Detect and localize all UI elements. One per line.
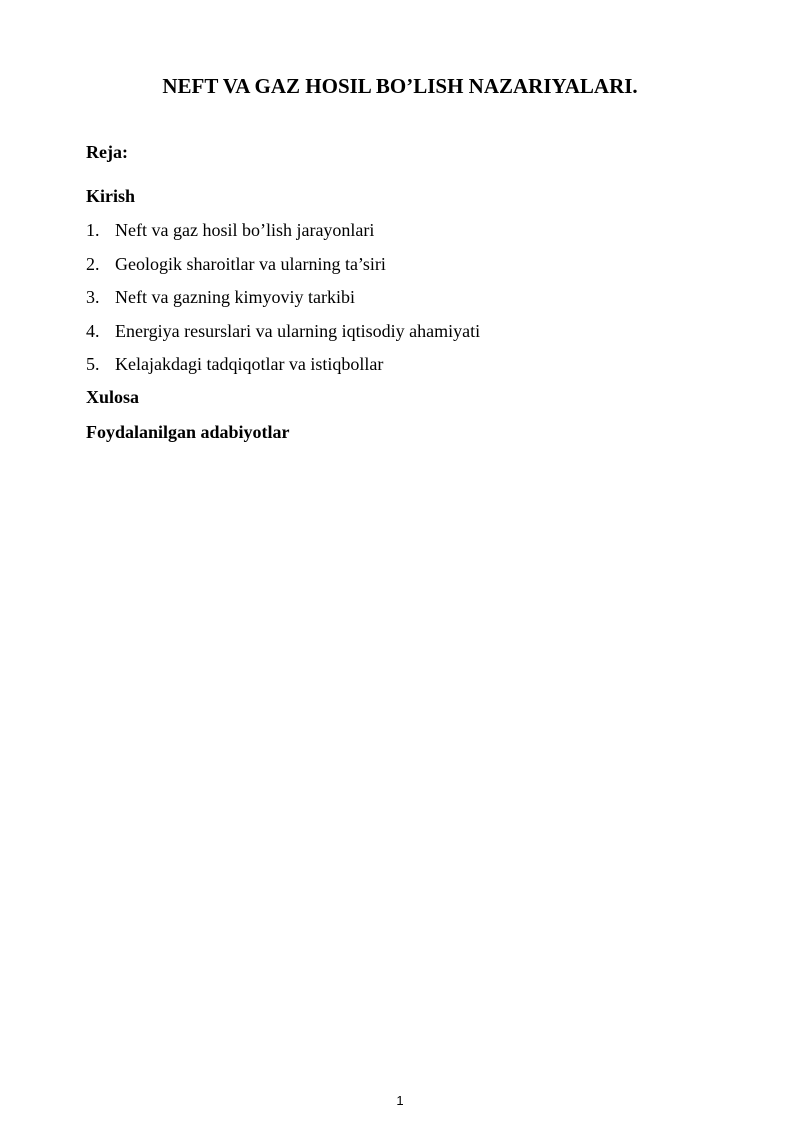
plan-item-text: Geologik sharoitlar va ularning ta’siri xyxy=(115,253,386,274)
plan-item-text: Neft va gazning kimyoviy tarkibi xyxy=(115,287,355,308)
plan-item-number: 3. xyxy=(86,287,100,308)
plan-item-text: Kelajakdagi tadqiqotlar va istiqbollar xyxy=(115,354,384,375)
plan-item xyxy=(86,352,480,386)
intro-heading: Kirish xyxy=(86,186,136,206)
plan-item xyxy=(86,252,480,286)
plan-item-text: Energiya resurslari va ularning iqtisodiy ahamiyati xyxy=(115,320,481,341)
conclusion-heading: Xulosa xyxy=(86,387,140,407)
plan-item xyxy=(86,319,480,353)
plan-item xyxy=(86,218,480,252)
references-heading: Foydalanilgan adabiyotlar xyxy=(86,422,290,442)
plan-item-number: 4. xyxy=(86,320,100,341)
plan-item-text: Neft va gaz hosil bo’lish jarayonlari xyxy=(115,220,375,240)
plan-list xyxy=(86,218,480,386)
plan-item-number: 5. xyxy=(86,354,100,375)
plan-heading: Reja: xyxy=(86,142,128,162)
plan-item-number: 2. xyxy=(86,253,100,274)
plan-item-number: 1. xyxy=(86,220,100,240)
plan-item xyxy=(86,285,480,319)
document-title: NEFT VA GAZ HOSIL BO’LISH NAZARIYALARI. xyxy=(162,74,638,98)
page-number: 1 xyxy=(396,1093,404,1108)
